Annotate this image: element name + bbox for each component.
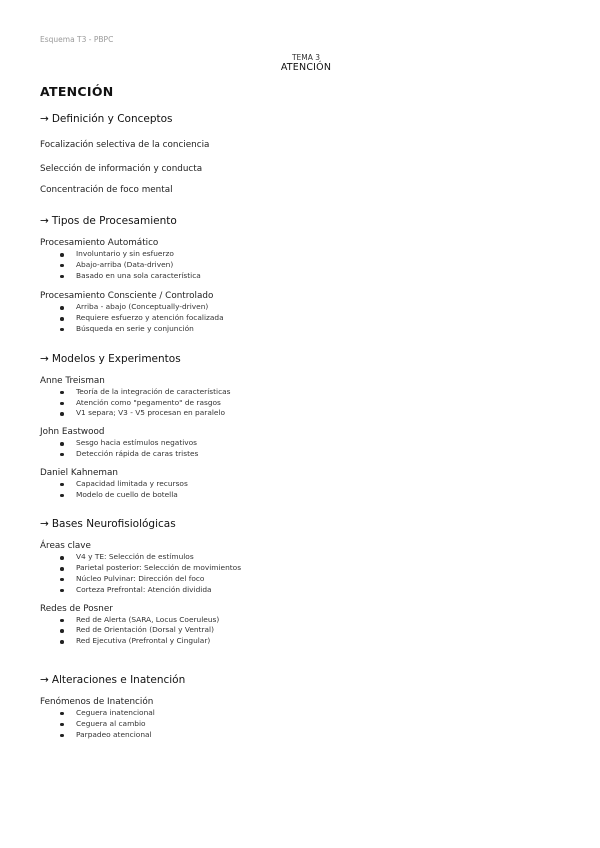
list-item: Requiere esfuerzo y atención focalizada	[40, 313, 580, 324]
list-item: Teoría de la integración de características	[40, 387, 580, 398]
document-title-block	[0, 53, 600, 73]
bullet-list	[40, 708, 580, 740]
bullet-list	[40, 249, 580, 281]
section-heading-modelos: → Modelos y Experimentos	[40, 352, 181, 365]
list-item: V1 separa; V3 - V5 procesan en paralelo	[40, 408, 580, 419]
bullet-list	[40, 302, 580, 334]
arrow-icon: →	[40, 113, 49, 125]
group-title: Procesamiento Automático	[40, 238, 159, 248]
arrow-icon: →	[40, 352, 49, 365]
arrow-icon: →	[40, 673, 49, 686]
list-item: Involuntario y sin esfuerzo	[40, 249, 580, 260]
list-item: Ceguera inatencional	[40, 708, 580, 719]
list-item: Abajo-arriba (Data-driven)	[40, 260, 580, 271]
group-title: Procesamiento Consciente / Controlado	[40, 291, 214, 302]
group-title: Fenómenos de Inatención	[40, 696, 154, 707]
arrow-icon: →	[40, 518, 49, 531]
list-item: Corteza Prefrontal: Atención dividida	[40, 585, 580, 596]
list-item: Sesgo hacia estímulos negativos	[40, 438, 580, 449]
definition-line: Concentración de foco mental	[40, 185, 173, 195]
topic-title: ATENCIÓN	[280, 62, 332, 73]
section-heading-tipos: → Tipos de Procesamiento	[40, 215, 177, 227]
list-item: Atención como "pegamento" de rasgos	[40, 398, 580, 409]
list-item: Parietal posterior: Selección de movimientos	[40, 563, 580, 574]
list-item: Red de Alerta (SARA, Locus Coeruleus)	[40, 615, 580, 626]
list-item: Capacidad limitada y recursos	[40, 479, 580, 490]
list-item: Arriba - abajo (Conceptually-driven)	[40, 302, 580, 313]
bullet-list	[40, 552, 580, 595]
group-title: Daniel Kahneman	[40, 467, 118, 478]
section-heading-definicion: → Definición y Conceptos	[40, 113, 173, 125]
definition-line: Selección de información y conducta	[40, 164, 203, 174]
section-heading-alteraciones: → Alteraciones e Inatención	[40, 673, 186, 686]
group-title: Redes de Posner	[40, 603, 113, 614]
list-item: V4 y TE: Selección de estímulos	[40, 552, 580, 563]
group-title: Áreas clave	[40, 541, 91, 552]
list-item: Red Ejecutiva (Prefrontal y Cingular)	[40, 636, 580, 647]
bullet-list	[40, 615, 580, 647]
list-item: Búsqueda en serie y conjunción	[40, 324, 580, 335]
topic-number: TEMA 3	[291, 53, 321, 62]
list-item: Modelo de cuello de botella	[40, 490, 580, 501]
list-item: Ceguera al cambio	[40, 719, 580, 730]
list-item: Red de Orientación (Dorsal y Ventral)	[40, 625, 580, 636]
list-item: Núcleo Pulvinar: Dirección del foco	[40, 574, 580, 585]
bullet-list	[40, 438, 580, 460]
bullet-list	[40, 479, 580, 501]
arrow-icon: →	[40, 215, 49, 227]
section-heading-bases: → Bases Neurofisiológicas	[40, 518, 176, 531]
list-item: Parpadeo atencional	[40, 730, 580, 741]
main-title: ATENCIÓN	[40, 84, 114, 99]
definition-line: Focalización selectiva de la conciencia	[40, 140, 210, 150]
group-title: John Eastwood	[40, 427, 105, 438]
group-title: Anne Treisman	[40, 375, 105, 386]
list-item: Detección rápida de caras tristes	[40, 449, 580, 460]
document-header-label: Esquema T3 - PBPC	[40, 35, 114, 44]
list-item: Basado en una sola característica	[40, 271, 580, 282]
bullet-list	[40, 387, 580, 419]
document-body	[40, 84, 580, 740]
